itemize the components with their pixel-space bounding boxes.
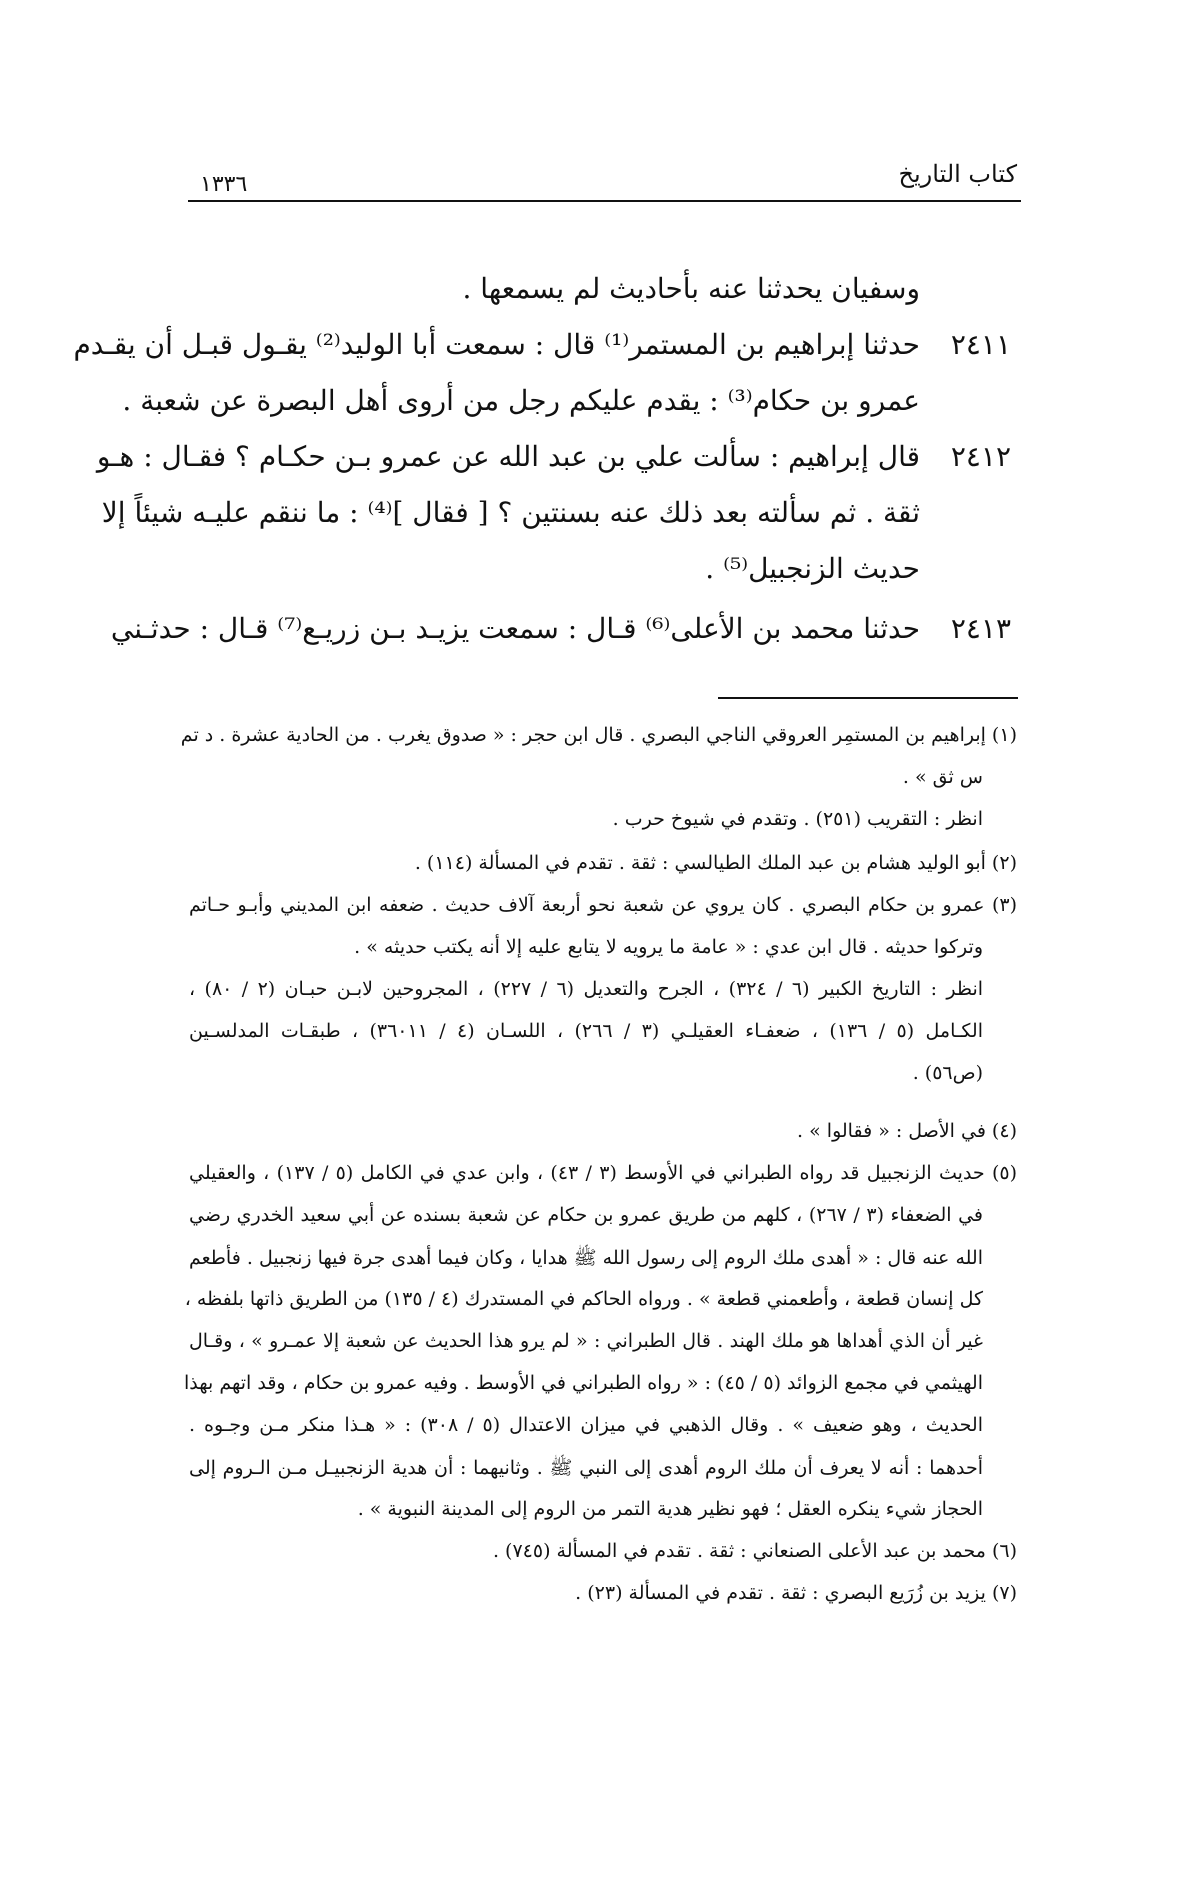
footnote-line: انظر : التاريخ الكبير (٦ / ٣٢٤) ، الجرح والتعديل (٦ / ٢٢٧) ، المجروحين لابـن حبـان (٢ / ٨٠) ،: [189, 978, 984, 1000]
text-line: وسفيان يحدثنا عنه بأحاديث لم يسمعها .: [462, 272, 920, 305]
footnote-line: انظر : التقريب (٢٥١) . وتقدم في شيوخ حرب .: [612, 808, 983, 830]
text-line: عمرو بن حكام⁽³⁾ : يقدم عليكم رجل من أروى أهل البصرة عن شعبة .: [122, 384, 920, 417]
footnote-line: الكـامل (٥ / ١٣٦) ، ضعفـاء العقيلـي (٣ / ٢٦٦) ، اللسـان (٤ / ٣٦٠١١) ، طبقـات المدلسـين: [189, 1020, 983, 1042]
footnote-line: الهيثمي في مجمع الزوائد (٥ / ٤٥) : « رواه الطبراني في الأوسط . وفيه عمرو بن حكام ، وقد اتهم بهذا: [184, 1372, 983, 1394]
text-line: حدثنا محمد بن الأعلى⁽⁶⁾ قـال : سمعت يزيـد بـن زريـع⁽⁷⁾ قـال : حدثـني: [110, 612, 920, 645]
running-head-title: كتاب التاريخ: [898, 160, 1017, 188]
text-line: حدثنا إبراهيم بن المستمر⁽¹⁾ قال : سمعت أبا الوليد⁽²⁾ يقـول قبـل أن يقـدم: [73, 328, 920, 361]
footnote-line: (١) إبراهيم بن المستمِر العروقي الناجي البصري . قال ابن حجر : « صدوق يغرب . من الحادية عشرة . د تم: [180, 724, 1017, 746]
footnote-separator: [718, 697, 1018, 699]
page-number: ١٣٣٦: [200, 172, 248, 197]
footnote-line: في الضعفاء (٣ / ٢٦٧) ، كلهم من طريق عمرو بن حكام عن شعبة بسنده عن أبي سعيد الخدري رضي: [189, 1204, 983, 1226]
footnote-line: الحديث ، وهو ضعيف » . وقال الذهبي في ميزان الاعتدال (٥ / ٣٠٨) : « هـذا منكر مـن وجـوه .: [189, 1414, 984, 1436]
text-line: ثقة . ثم سألته بعد ذلك عنه بسنتين ؟ [ فقال ]⁽⁴⁾ : ما ننقم عليـه شيئاً إلا: [101, 496, 920, 529]
footnote-line: (٢) أبو الوليد هشام بن عبد الملك الطيالسي : ثقة . تقدم في المسألة (١١٤) .: [414, 852, 1017, 874]
text-line: قال إبراهيم : سألت علي بن عبد الله عن عمرو بـن حكـام ؟ فقـال : هـو: [96, 440, 920, 473]
footnote-line: الله عنه قال : « أهدى ملك الروم إلى رسول الله ﷺ هدايا ، وكان فيما أهدى جرة فيها زنجبيل . فأطعم: [189, 1247, 983, 1269]
header-rule: [188, 200, 1021, 202]
footnote-line: (٥) حديث الزنجبيل قد رواه الطبراني في الأوسط (٣ / ٤٣) ، وابن عدي في الكامل (٥ / ١٣٧) ، والعقيلي: [189, 1162, 1018, 1184]
footnote-line: وتركوا حديثه . قال ابن عدي : « عامة ما يرويه لا يتابع عليه إلا أنه يكتب حديثه » .: [354, 936, 983, 958]
footnote-line: أحدهما : أنه لا يعرف أن ملك الروم أهدى إلى النبي ﷺ . وثانيهما : أن هدية الزنجبيـل مـن الـروم إلى: [189, 1457, 983, 1479]
footnote-line: (٤) في الأصل : « فقالوا » .: [797, 1120, 1017, 1142]
footnote-line: كل إنسان قطعة ، وأطعمني قطعة » . ورواه الحاكم في المستدرك (٤ / ١٣٥) من الطريق ذاتها بلفظه ،: [184, 1288, 983, 1310]
footnote-line: الحجاز شيء ينكره العقل ؛ فهو نظير هدية التمر من الروم إلى المدينة النبوية » .: [357, 1498, 983, 1520]
footnote-line: (ص٥٦) .: [912, 1062, 983, 1084]
text-line: حديث الزنجبيل⁽⁵⁾ .: [705, 552, 920, 585]
entry-number: ٢٤١٢: [950, 440, 1011, 473]
footnote-line: (٦) محمد بن عبد الأعلى الصنعاني : ثقة . تقدم في المسألة (٧٤٥) .: [492, 1540, 1017, 1562]
footnote-line: (٣) عمرو بن حكام البصري . كان يروي عن شعبة نحو أربعة آلاف حديث . ضعفه ابن المديني وأبـو حـاتم: [189, 894, 1017, 916]
footnote-line: (٧) يزيد بن زُرَيع البصري : ثقة . تقدم في المسألة (٢٣) .: [575, 1582, 1017, 1604]
entry-number: ٢٤١٣: [950, 612, 1011, 645]
entry-number: ٢٤١١: [950, 328, 1011, 361]
footnote-line: س ثق » .: [902, 766, 983, 788]
footnote-line: غير أن الذي أهداها هو ملك الهند . قال الطبراني : « لم يرو هذا الحديث عن شعبة إلا عمـرو » ، وقـال: [189, 1330, 983, 1352]
